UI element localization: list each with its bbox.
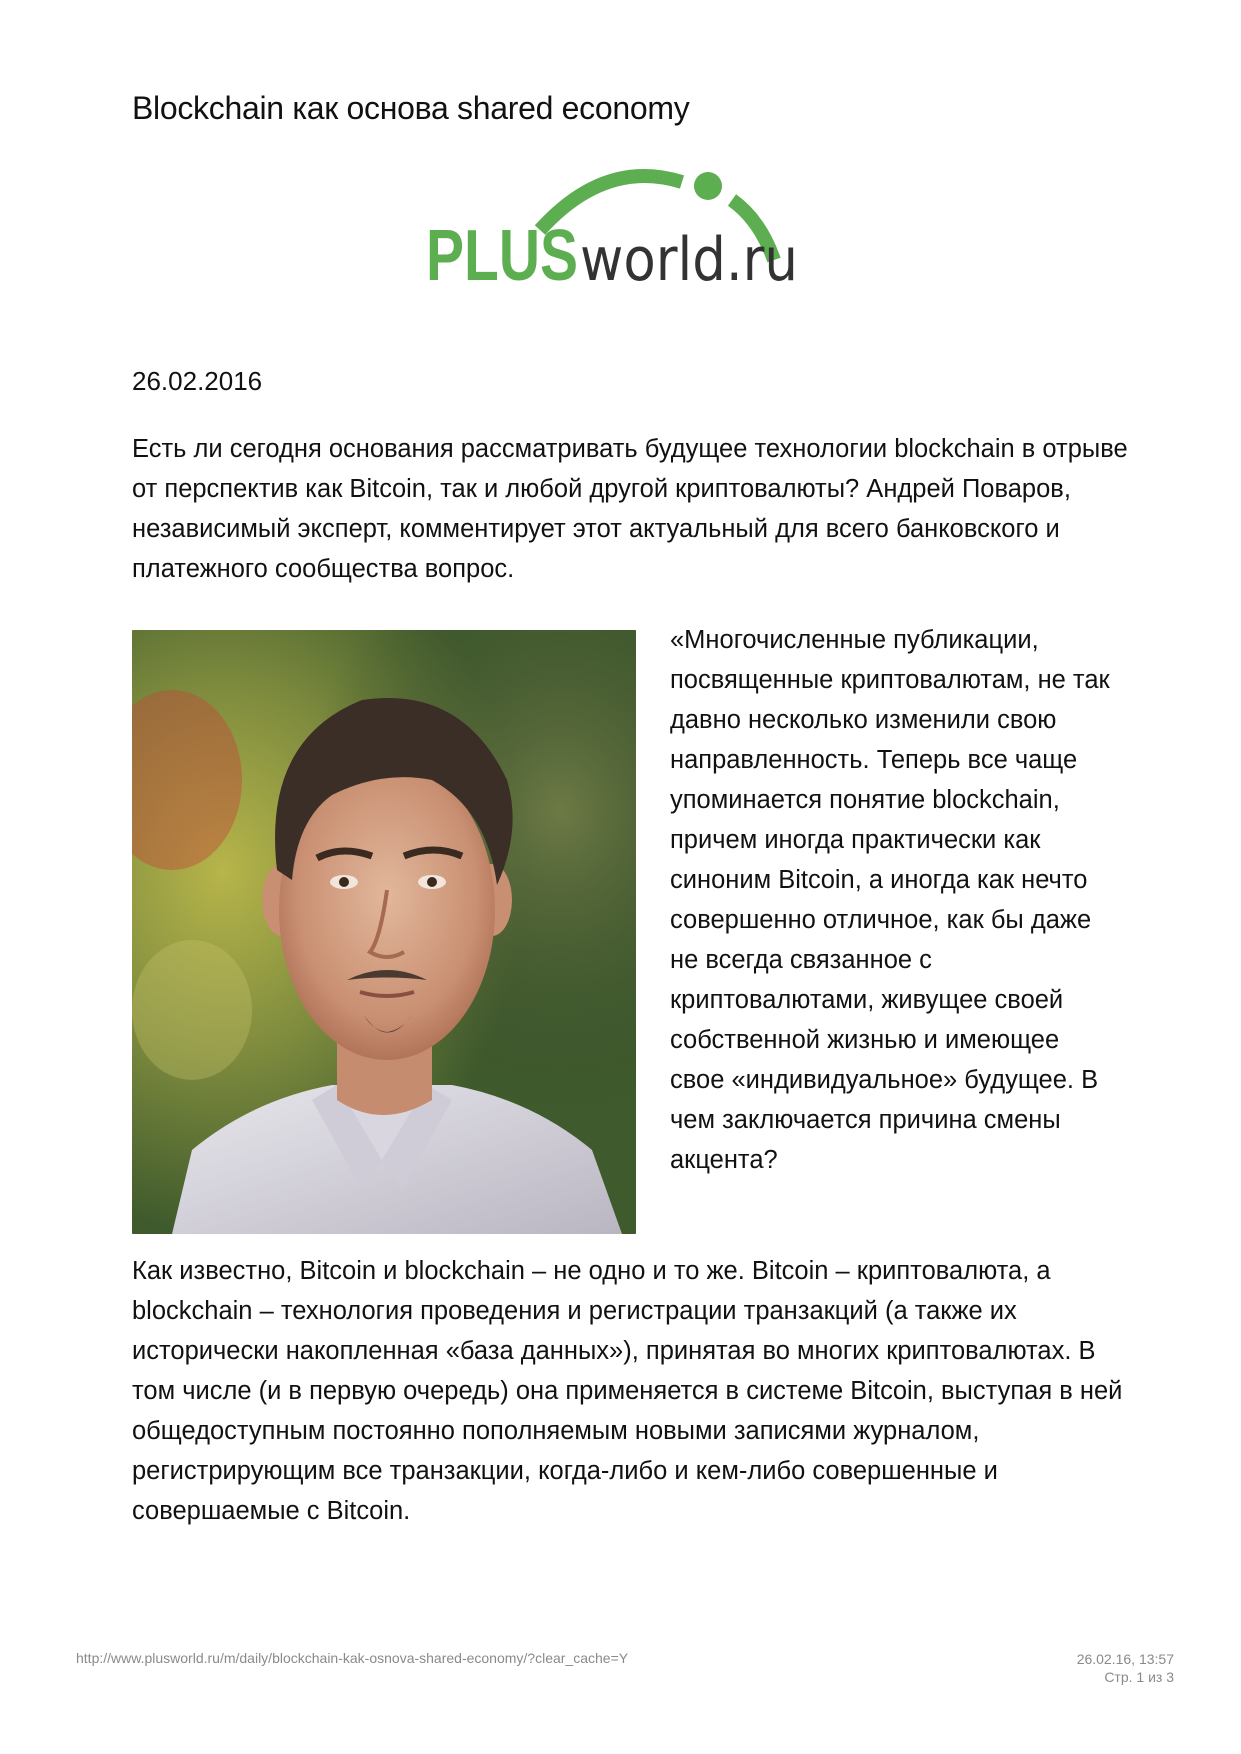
footer-page-number: Стр. 1 из 3 xyxy=(1104,1669,1174,1685)
plusworld-logo xyxy=(420,160,820,290)
footer-meta xyxy=(1077,1650,1174,1686)
article-body: Как известно, Bitcoin и blockchain – не одно и то же. Bitcoin – криптовалюта, а blockchain – технология проведения и регистрации транзакций (а также их исторически накопленная «база данных»), принятая во многих криптовалютах. В том числе (и в первую очередь) она применяется в системе Bitcoin, выступая в ней общедоступным постоянно пополняемым новыми записями журналом, регистрирующим все транзакции, когда-либо и кем-либо совершенные и совершаемые с Bitcoin. xyxy=(132,1257,1123,1525)
logo-plus-text: PLUS xyxy=(426,216,578,290)
logo-world-text: world.ru xyxy=(580,225,798,290)
author-photo xyxy=(132,630,636,1234)
page-title: Blockchain как основа shared economy xyxy=(132,90,690,126)
article-quote: «Многочисленные публикации, посвященные криптовалютам, не так давно несколько изменили свою направленность. Теперь все чаще упоминается понятие blockchain, причем иногда практически как синоним Bitcoin, а иногда как нечто совершенно отличное, как бы даже не всегда связанное с криптовалютами, живущее своей собственной жизнью и имеющее свое «индивидуальное» будущее. В чем заключается причина смены акцента? xyxy=(670,626,1110,1174)
footer-url: http://www.plusworld.ru/m/daily/blockchain-kak-osnova-shared-economy/?clear_cache=Y xyxy=(76,1650,629,1666)
logo-dot xyxy=(694,172,722,200)
article-date: 26.02.2016 xyxy=(132,366,263,396)
footer-timestamp: 26.02.16, 13:57 xyxy=(1076,1651,1174,1667)
article-lead: Есть ли сегодня основания рассматривать будущее технологии blockchain в отрыве от перспектив как Bitcoin, так и любой другой криптовалюты? Андрей Поваров, независимый эксперт, комментирует этот актуальный для всего банковского и платежного сообщества вопрос. xyxy=(132,435,1128,583)
